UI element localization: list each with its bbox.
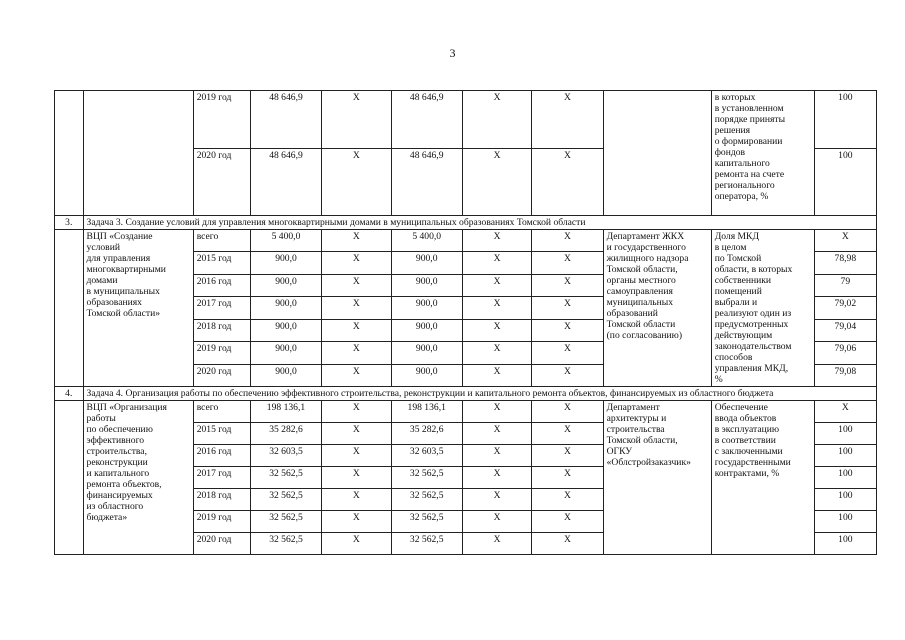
task-title: Задача 4. Организация работы по обеспечению эффективного строительства, реконструкции и капитального ремонта объектов, финансируемых из областного бюджета	[83, 387, 876, 401]
task-title: Задача 3. Создание условий для управления многоквартирными домами в муниципальных образованиях Томской области	[83, 216, 876, 230]
total-cell: 5 400,0	[250, 230, 321, 252]
local-cell: Х	[462, 342, 531, 364]
federal-cell: Х	[322, 445, 391, 467]
total-cell: 35 282,6	[250, 423, 321, 445]
total-cell: 32 562,5	[250, 489, 321, 511]
target-cell: 79,06	[814, 342, 876, 364]
regional-cell: 32 562,5	[391, 489, 462, 511]
target-cell: 100	[814, 423, 876, 445]
program-name: ВЦП «Организация работы по обеспечению эффективного строительства, реконструкции и капитального ремонта объектов, финансируемых из областного бюджета»	[83, 401, 193, 555]
local-cell: Х	[462, 364, 531, 386]
year-cell: 2017 год	[193, 467, 250, 489]
target-cell: 100	[814, 445, 876, 467]
other-cell: Х	[532, 423, 603, 445]
year-cell: 2019 год	[193, 342, 250, 364]
regional-cell: 32 562,5	[391, 533, 462, 555]
target-cell: Х	[814, 230, 876, 252]
year-cell: 2018 год	[193, 489, 250, 511]
other-cell: Х	[532, 230, 603, 252]
regional-cell: 32 562,5	[391, 511, 462, 533]
total-cell: 900,0	[250, 342, 321, 364]
local-cell: Х	[462, 91, 531, 149]
year-cell: 2018 год	[193, 319, 250, 341]
local-cell: Х	[462, 401, 531, 423]
regional-cell: 900,0	[391, 342, 462, 364]
task-header-row	[55, 387, 877, 401]
task-number: 4.	[55, 387, 84, 401]
federal-cell: Х	[322, 467, 391, 489]
indicator-cell: Обеспечение ввода объектов в эксплуатацию в соответствии с заключенными государственными контрактами, %	[711, 401, 814, 555]
table-row	[55, 230, 877, 252]
regional-cell: 198 136,1	[391, 401, 462, 423]
regional-cell: 900,0	[391, 319, 462, 341]
total-cell: 32 562,5	[250, 511, 321, 533]
target-cell: 100	[814, 489, 876, 511]
other-cell: Х	[532, 533, 603, 555]
local-cell: Х	[462, 467, 531, 489]
total-cell: 198 136,1	[250, 401, 321, 423]
other-cell: Х	[532, 364, 603, 386]
other-cell: Х	[532, 511, 603, 533]
local-cell: Х	[462, 445, 531, 467]
number-cell	[55, 230, 84, 387]
federal-cell: Х	[322, 91, 391, 149]
total-cell: 900,0	[250, 274, 321, 296]
year-cell: 2016 год	[193, 445, 250, 467]
federal-cell: Х	[322, 489, 391, 511]
federal-cell: Х	[322, 149, 391, 216]
federal-cell: Х	[322, 319, 391, 341]
target-cell: 79	[814, 274, 876, 296]
number-cell	[55, 91, 84, 216]
indicator-cell: в которых в установленном порядке приняты решения о формировании фондов капитального ремонта на счете регионального оператора, %	[711, 91, 814, 216]
total-cell: 48 646,9	[250, 91, 321, 149]
regional-cell: 35 282,6	[391, 423, 462, 445]
target-cell: 100	[814, 149, 876, 216]
target-cell: 78,98	[814, 252, 876, 274]
regional-cell: 900,0	[391, 252, 462, 274]
year-cell: 2020 год	[193, 364, 250, 386]
program-cell	[83, 91, 193, 216]
executor-cell	[603, 91, 711, 216]
year-cell: 2019 год	[193, 91, 250, 149]
table-row	[55, 401, 877, 423]
year-cell: 2015 год	[193, 252, 250, 274]
regional-cell: 48 646,9	[391, 149, 462, 216]
year-cell: 2020 год	[193, 533, 250, 555]
total-cell: 32 562,5	[250, 533, 321, 555]
local-cell: Х	[462, 252, 531, 274]
table-body	[55, 91, 877, 555]
target-cell: 79,04	[814, 319, 876, 341]
regional-cell: 900,0	[391, 274, 462, 296]
other-cell: Х	[532, 149, 603, 216]
other-cell: Х	[532, 252, 603, 274]
local-cell: Х	[462, 533, 531, 555]
total-cell: 900,0	[250, 319, 321, 341]
federal-cell: Х	[322, 423, 391, 445]
other-cell: Х	[532, 297, 603, 319]
regional-cell: 900,0	[391, 297, 462, 319]
task-header-row	[55, 216, 877, 230]
local-cell: Х	[462, 274, 531, 296]
local-cell: Х	[462, 489, 531, 511]
program-name: ВЦП «Создание условий для управления многоквартирными домами в муниципальных образованиях Томской области»	[83, 230, 193, 387]
task-number: 3.	[55, 216, 84, 230]
local-cell: Х	[462, 511, 531, 533]
federal-cell: Х	[322, 252, 391, 274]
other-cell: Х	[532, 467, 603, 489]
local-cell: Х	[462, 423, 531, 445]
year-cell: 2015 год	[193, 423, 250, 445]
local-cell: Х	[462, 230, 531, 252]
other-cell: Х	[532, 489, 603, 511]
total-cell: 48 646,9	[250, 149, 321, 216]
year-cell: всего	[193, 230, 250, 252]
regional-cell: 32 562,5	[391, 467, 462, 489]
year-cell: 2020 год	[193, 149, 250, 216]
other-cell: Х	[532, 91, 603, 149]
other-cell: Х	[532, 445, 603, 467]
executor-cell: Департамент архитектуры и строительства Томской области, ОГКУ «Облстройзаказчик»	[603, 401, 711, 555]
federal-cell: Х	[322, 342, 391, 364]
total-cell: 32 562,5	[250, 467, 321, 489]
year-cell: 2016 год	[193, 274, 250, 296]
year-cell: всего	[193, 401, 250, 423]
total-cell: 900,0	[250, 252, 321, 274]
target-cell: 100	[814, 467, 876, 489]
federal-cell: Х	[322, 274, 391, 296]
target-cell: 100	[814, 511, 876, 533]
local-cell: Х	[462, 319, 531, 341]
total-cell: 32 603,5	[250, 445, 321, 467]
federal-cell: Х	[322, 364, 391, 386]
target-cell: 79,08	[814, 364, 876, 386]
federal-cell: Х	[322, 401, 391, 423]
other-cell: Х	[532, 319, 603, 341]
regional-cell: 900,0	[391, 364, 462, 386]
regional-cell: 32 603,5	[391, 445, 462, 467]
local-cell: Х	[462, 149, 531, 216]
total-cell: 900,0	[250, 364, 321, 386]
target-cell: Х	[814, 401, 876, 423]
executor-cell: Департамент ЖКХ и государственного жилищного надзора Томской области, органы местного самоуправления муниципальных образований Томской области (по согласованию)	[603, 230, 711, 387]
other-cell: Х	[532, 401, 603, 423]
table-row	[55, 91, 877, 149]
number-cell	[55, 401, 84, 555]
federal-cell: Х	[322, 230, 391, 252]
federal-cell: Х	[322, 533, 391, 555]
target-cell: 79,02	[814, 297, 876, 319]
local-cell: Х	[462, 297, 531, 319]
year-cell: 2017 год	[193, 297, 250, 319]
total-cell: 900,0	[250, 297, 321, 319]
regional-cell: 5 400,0	[391, 230, 462, 252]
other-cell: Х	[532, 342, 603, 364]
other-cell: Х	[532, 274, 603, 296]
federal-cell: Х	[322, 511, 391, 533]
regional-cell: 48 646,9	[391, 91, 462, 149]
page-number: 3	[449, 46, 456, 60]
target-cell: 100	[814, 533, 876, 555]
federal-cell: Х	[322, 297, 391, 319]
indicator-cell: Доля МКД в целом по Томской области, в которых собственники помещений выбрали и реализуют один из предусмотренных действующим законодательством способов управления МКД, %	[711, 230, 814, 387]
year-cell: 2019 год	[193, 511, 250, 533]
target-cell: 100	[814, 91, 876, 149]
program-table	[54, 90, 877, 555]
